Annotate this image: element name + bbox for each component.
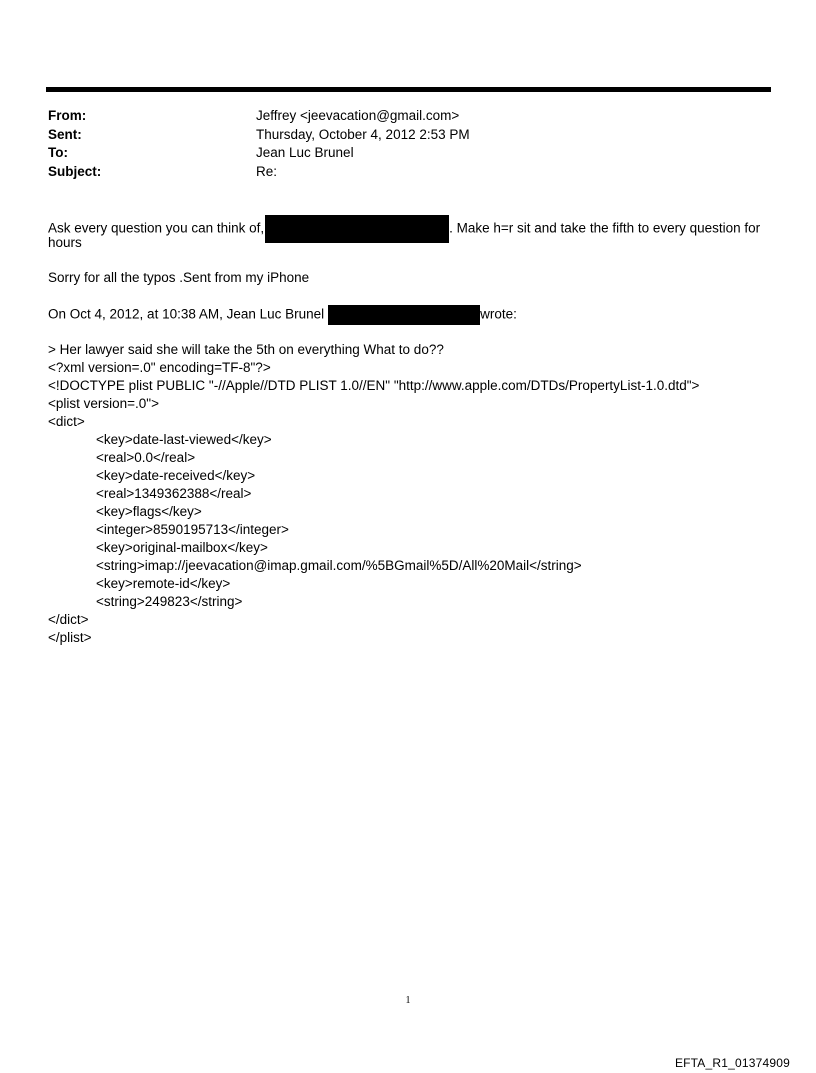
message-line-1 (48, 215, 760, 243)
message-line-1-end: . Make h=r sit and take the fifth to every question for (449, 220, 761, 236)
subject-row (48, 163, 768, 182)
quote-intro-end: wrote: (480, 306, 517, 322)
code-line: </dict> (48, 612, 89, 627)
subject-value: Re: (256, 163, 278, 179)
from-row (48, 107, 768, 126)
code-line: <dict> (48, 414, 85, 429)
quote-intro (48, 305, 517, 325)
message-line-1-start: Ask every question you can think of, (48, 220, 265, 236)
to-row (48, 144, 768, 163)
email-header (48, 107, 768, 181)
sent-value: Thursday, October 4, 2012 2:53 PM (256, 126, 470, 142)
code-line: <key>remote-id</key> (96, 576, 231, 591)
code-line: <key>flags</key> (96, 504, 202, 519)
subject-label: Subject: (48, 163, 102, 179)
quote-intro-start: On Oct 4, 2012, at 10:38 AM, Jean Luc Brunel (48, 306, 325, 322)
code-line: <integer>8590195713</integer> (96, 522, 289, 537)
code-line: <plist version=.0"> (48, 396, 159, 411)
sent-label: Sent: (48, 126, 82, 142)
header-divider (46, 87, 771, 92)
code-line: <?xml version=.0" encoding=TF-8"?> (48, 360, 271, 375)
code-line: <key>date-received</key> (96, 468, 256, 483)
message-line-2: hours (48, 235, 82, 250)
code-line: <real>0.0</real> (96, 450, 196, 465)
redaction-block (265, 215, 449, 243)
signature-line: Sorry for all the typos .Sent from my iPhone (48, 270, 310, 285)
quoted-message-body (48, 341, 699, 647)
code-line: <!DOCTYPE plist PUBLIC "-//Apple//DTD PLIST 1.0//EN" "http://www.apple.com/DTDs/PropertyList-1.0.dtd"> (48, 378, 700, 393)
from-label: From: (48, 108, 87, 123)
to-value: Jean Luc Brunel (256, 145, 354, 160)
code-line: <key>date-last-viewed</key> (96, 432, 272, 447)
to-label: To: (48, 145, 68, 160)
code-line: <key>original-mailbox</key> (96, 540, 268, 555)
code-line: > Her lawyer said she will take the 5th on everything What to do?? (48, 342, 444, 357)
code-line: </plist> (48, 630, 92, 645)
page-number: 1 (405, 995, 411, 1006)
code-line: <string>imap://jeevacation@imap.gmail.com/%5BGmail%5D/All%20Mail</string> (96, 558, 582, 573)
code-line: <string>249823</string> (96, 594, 243, 609)
sent-row (48, 126, 768, 145)
code-line: <real>1349362388</real> (96, 486, 252, 501)
from-value: Jeffrey <jeevacation@gmail.com> (256, 108, 460, 123)
redaction-block (328, 305, 480, 325)
document-id: EFTA_R1_01374909 (674, 1056, 790, 1070)
